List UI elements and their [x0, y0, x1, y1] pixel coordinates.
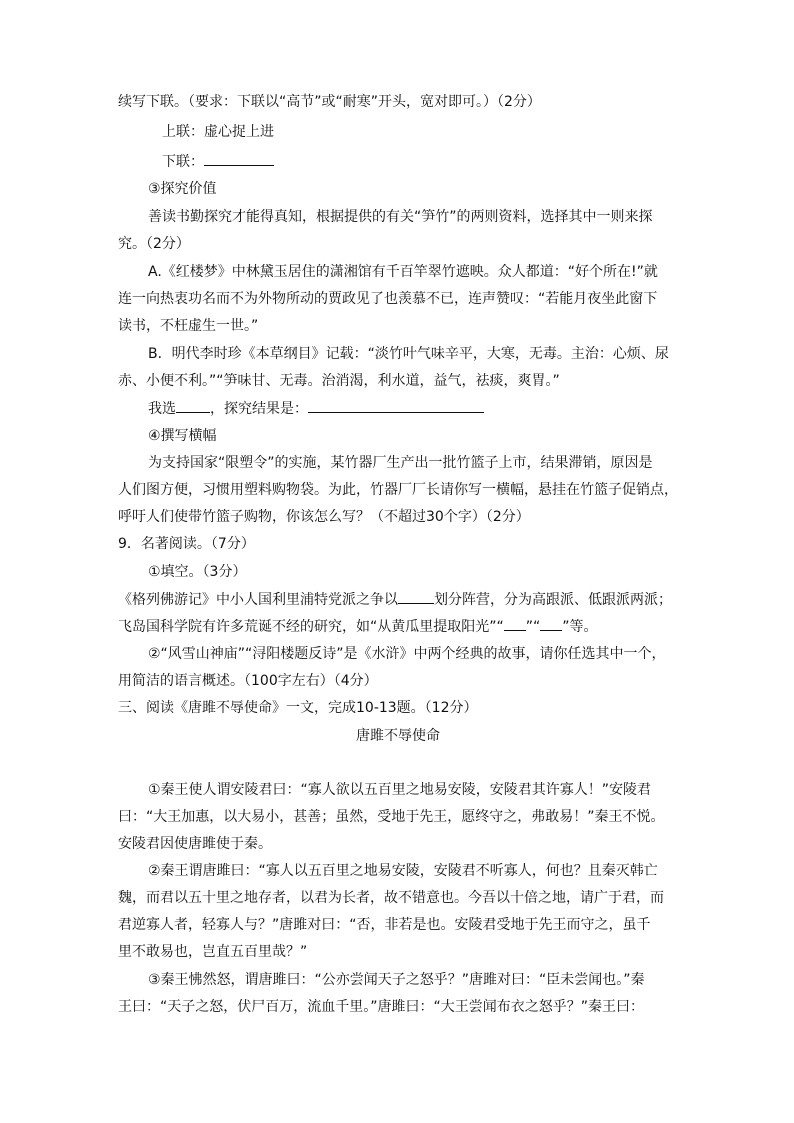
- gulliver-text-b: 划分阵营，分为高跟派、低跟派两派；: [434, 592, 672, 608]
- question-9-heading: 9．名著阅读。（7分）: [118, 536, 255, 552]
- passage-p2-line-1: ②秦王谓唐雎曰：“寡人以五百里之地易安陵，安陵君不听寡人，何也？且秦灭韩亡: [148, 863, 658, 879]
- gulliver-line-2: [118, 616, 598, 636]
- passage-p2-line-3: 君逆寡人者，轻寡人与？”唐雎对曰：“否，非若是也。安陵君受地于先王而守之，虽千: [118, 917, 651, 933]
- section-write-banner: ④撰写横幅: [148, 428, 217, 444]
- lower-couplet-answer-blank: [204, 151, 274, 166]
- explore-prompt-line-1: 善读书勤探究才能得真知，根据提供的有关“笋竹”的两则资料，选择其中一则来探: [148, 209, 653, 225]
- choice-answer-line: [148, 398, 484, 418]
- gulliver-text-d: ”“: [525, 619, 541, 635]
- banner-prompt-line-3: 呼吁人们使带竹篮子购物，你该怎么写？（不超过30个字）（2分）: [118, 509, 530, 525]
- passage-p2-line-2: 魏，而君以五十里之地存者，以君为长者，故不错意也。今吾以十倍之地，请广于君，而: [118, 890, 664, 906]
- upper-couplet: 上联：虚心捉上进: [162, 124, 274, 140]
- passage-p1-line-3: 安陵君因使唐雎使于秦。: [118, 836, 272, 852]
- gulliver-text-a: 《格列佛游记》中小人国利里浦特党派之争以: [118, 592, 398, 608]
- material-a-line-2: 连一向热衷功名而不为外物所动的贾政见了也羡慕不已，连声赞叹：“若能月夜坐此窗下: [118, 291, 658, 307]
- gulliver-blank-3: [540, 616, 562, 631]
- section-three-heading: 三、阅读《唐雎不辱使命》一文，完成10-13题。（12分）: [118, 700, 478, 716]
- material-a-line-3: 读书，不枉虚生一世。”: [118, 318, 259, 334]
- choice-label: 我选: [148, 401, 176, 417]
- lower-couplet: [162, 151, 274, 171]
- material-b-line-1: B．明代李时珍《本草纲目》记载：“淡竹叶气味辛平，大寒，无毒。主治：心烦、尿: [148, 346, 669, 362]
- fill-blank-heading: ①填空。（3分）: [148, 564, 247, 580]
- material-a-line-1: A.《红楼梦》中林黛玉居住的潇湘馆有千百竿翠竹遮映。众人都道：“好个所在!”就: [148, 264, 658, 280]
- passage-p1-line-1: ①秦王使人谓安陵君曰：“寡人欲以五百里之地易安陵，安陵君其许寡人！”安陵君: [148, 782, 652, 798]
- banner-prompt-line-1: 为支持国家“限塑令”的实施，某竹器厂生产出一批竹篮子上市，结果滞销，原因是: [148, 455, 653, 471]
- section-explore-value: ③探究价值: [148, 181, 217, 197]
- passage-p2-line-4: 里不敢易也，岂直五百里哉？”: [118, 944, 308, 960]
- result-label: ，探究结果是：: [210, 401, 308, 417]
- lower-couplet-label: 下联：: [162, 154, 204, 170]
- gulliver-blank-1: [398, 589, 434, 604]
- water-margin-line-2: 用简洁的语言概述。（100字左右）（4分）: [118, 673, 378, 689]
- result-blank: [308, 398, 484, 413]
- gulliver-text-c: 飞岛国科学院有许多荒诞不经的研究，如“从黄瓜里提取阳光”“: [118, 619, 504, 635]
- explore-prompt-line-2: 究。（2分）: [118, 236, 190, 252]
- gulliver-text-e: ”等。: [562, 619, 598, 635]
- passage-p3-line-2: 王曰：“天子之怒，伏尸百万，流血千里。”唐雎曰：“大王尝闻布衣之怒乎？”秦王曰：: [118, 999, 645, 1015]
- passage-p1-line-2: 曰：“大王加惠，以大易小，甚善；虽然，受地于先王，愿终守之，弗敢易！”秦王不悦。: [118, 809, 665, 825]
- passage-p3-line-1: ③秦王怫然怒，谓唐雎曰：“公亦尝闻天子之怒乎？”唐雎对曰：“臣未尝闻也。”秦: [148, 972, 645, 988]
- couplet-instruction: 续写下联。（要求：下联以“高节”或“耐寒”开头，宽对即可。）（2分）: [118, 94, 541, 110]
- material-b-line-2: 赤、小便不利。”“笋味甘、无毒。治消渴，利水道，益气，祛痰，爽胃。”: [118, 373, 560, 389]
- banner-prompt-line-2: 人们图方便，习惯用塑料购物袋。为此，竹器厂厂长请你写一横幅，悬挂在竹篮子促销点，: [118, 482, 678, 498]
- gulliver-blank-2: [504, 616, 526, 631]
- gulliver-line-1: [118, 589, 672, 609]
- choice-blank: [176, 398, 210, 413]
- passage-title: 唐雎不辱使命: [356, 728, 440, 744]
- water-margin-line-1: ②“风雪山神庙”“浔阳楼题反诗”是《水浒》中两个经典的故事，请你任选其中一个，: [148, 646, 666, 662]
